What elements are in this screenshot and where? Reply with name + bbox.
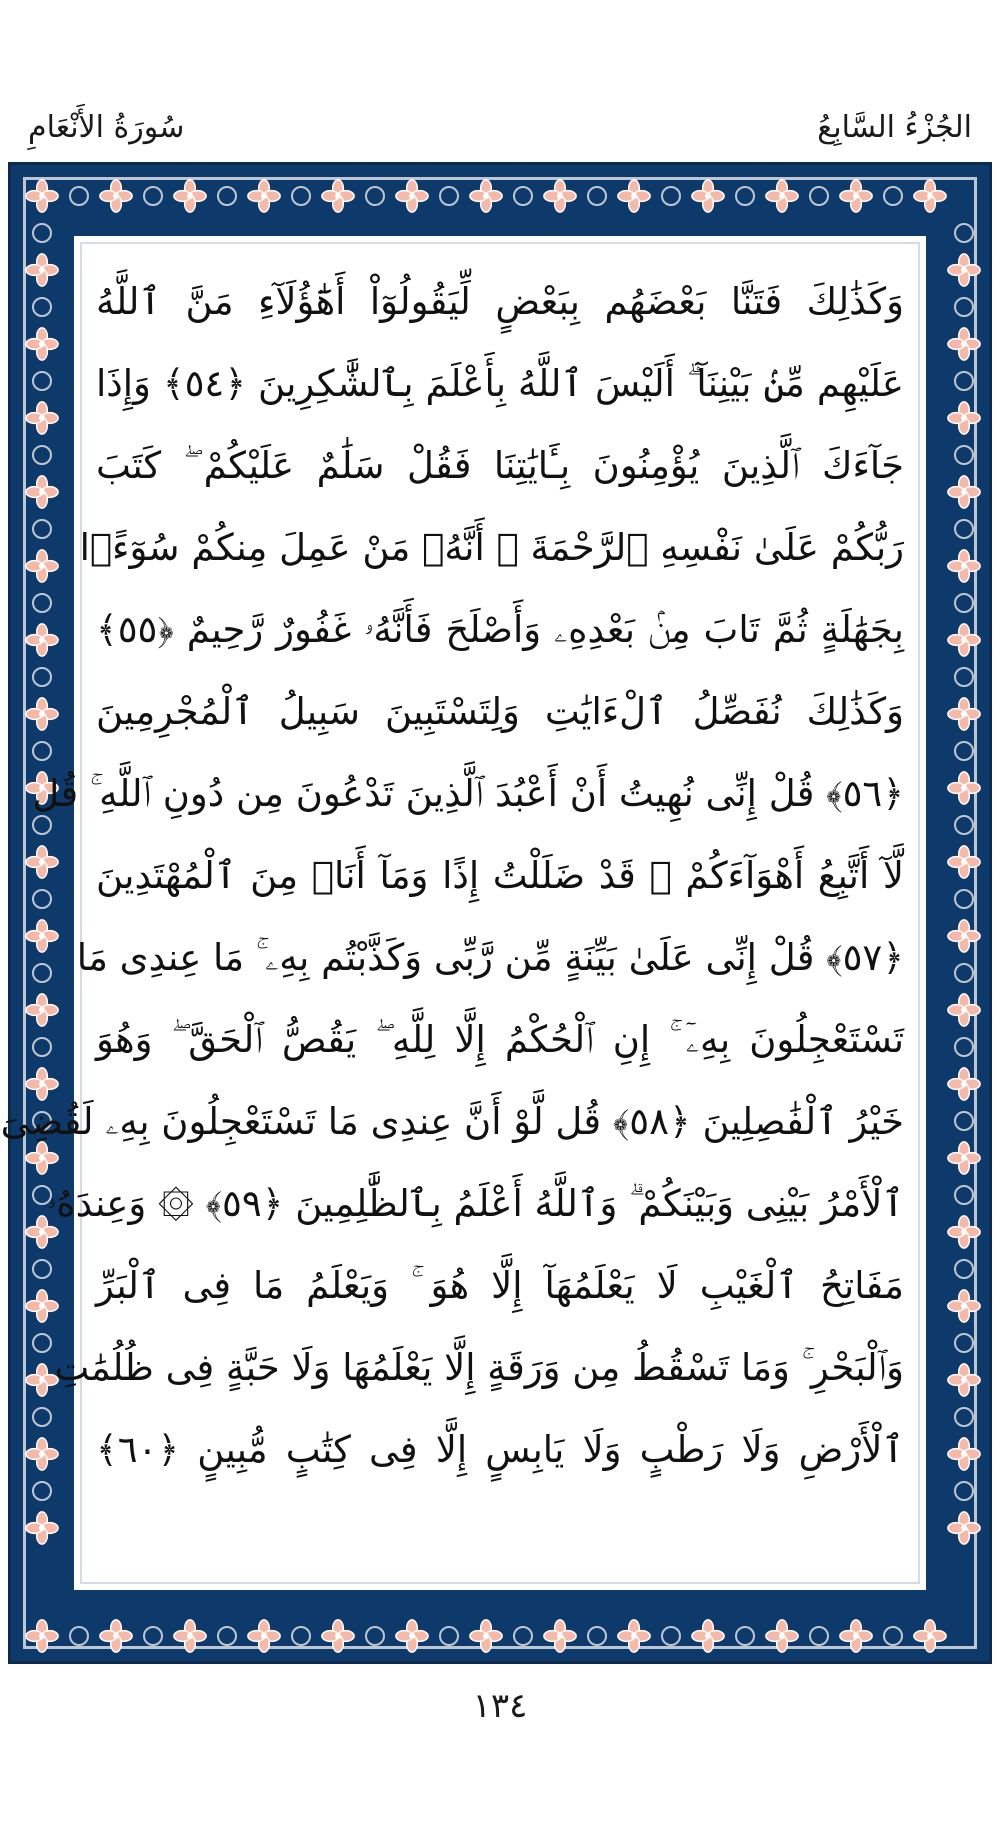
flower-ornament <box>26 1290 58 1322</box>
verse-line: بِجَهَٰلَةٍ ثُمَّ تَابَ مِنۢ بَعْدِهِۦ وَأَصْلَحَ فَأَنَّهُۥ غَفُورٌ رَّحِيمٌ ﴿٥٥﴾ <box>96 608 904 651</box>
swirl-ornament <box>70 187 88 205</box>
flower-ornament <box>948 1512 980 1544</box>
flower-ornament <box>26 476 58 508</box>
flower-ornament <box>26 846 58 878</box>
flower-ornament <box>26 1512 58 1544</box>
verse-line: رَبُّكُمْ عَلَىٰ نَفْسِهِ ٱلرَّحْمَةَ ۖ أَنَّهُۥ مَنْ عَمِلَ مِنكُمْ سُوٓءًۢا <box>79 526 904 569</box>
swirl-ornament <box>33 1334 51 1352</box>
flower-ornament <box>840 1620 872 1652</box>
flower-ornament <box>100 180 132 212</box>
flower-ornament <box>26 328 58 360</box>
swirl-ornament <box>955 1260 973 1278</box>
flower-ornament <box>766 1620 798 1652</box>
swirl-ornament <box>810 1627 828 1645</box>
swirl-ornament <box>955 1186 973 1204</box>
flower-ornament <box>948 1142 980 1174</box>
flower-ornament <box>948 994 980 1026</box>
swirl-ornament <box>33 1408 51 1426</box>
swirl-ornament <box>70 1627 88 1645</box>
flower-ornament <box>948 624 980 656</box>
swirl-ornament <box>292 187 310 205</box>
swirl-ornament <box>366 187 384 205</box>
verse-line: ٱلْأَمْرُ بَيْنِى وَبَيْنَكُمْ ۗ وَٱللَّهُ أَعْلَمُ بِٱلظَّٰلِمِينَ ﴿٥٩﴾ ۞ وَعِندَهُۥ <box>47 1182 904 1225</box>
flower-ornament <box>26 180 58 212</box>
flower-ornament <box>248 1620 280 1652</box>
swirl-ornament <box>955 964 973 982</box>
flower-ornament <box>26 698 58 730</box>
flower-ornament <box>248 180 280 212</box>
flower-ornament <box>470 1620 502 1652</box>
flower-ornament <box>948 328 980 360</box>
swirl-ornament <box>33 520 51 538</box>
swirl-ornament <box>588 1627 606 1645</box>
verse-line: وَٱلْبَحْرِ ۚ وَمَا تَسْقُطُ مِن وَرَقَةٍ إِلَّا يَعْلَمُهَا وَلَا حَبَّةٍ فِى ظُلُمَٰتِ <box>54 1346 904 1389</box>
flower-ornament <box>26 920 58 952</box>
flower-ornament <box>26 550 58 582</box>
swirl-ornament <box>810 187 828 205</box>
swirl-ornament <box>33 446 51 464</box>
swirl-ornament <box>955 1482 973 1500</box>
flower-ornament <box>948 1068 980 1100</box>
flower-ornament <box>948 772 980 804</box>
flower-ornament <box>26 1364 58 1396</box>
surah-title: سُورَةُ الأَنْعَامِ <box>28 110 185 145</box>
verse-line: ﴿٥٦﴾ قُلْ إِنِّى نُهِيتُ أَنْ أَعْبُدَ ٱلَّذِينَ تَدْعُونَ مِن دُونِ ٱللَّهِ ۚ قُل <box>32 772 904 815</box>
flower-ornament <box>948 1364 980 1396</box>
swirl-ornament <box>33 1038 51 1056</box>
swirl-ornament <box>33 890 51 908</box>
flower-ornament <box>840 180 872 212</box>
swirl-ornament <box>955 668 973 686</box>
flower-ornament <box>692 1620 724 1652</box>
flower-ornament <box>100 1620 132 1652</box>
swirl-ornament <box>292 1627 310 1645</box>
flower-ornament <box>948 254 980 286</box>
swirl-ornament <box>33 668 51 686</box>
swirl-ornament <box>955 372 973 390</box>
swirl-ornament <box>514 187 532 205</box>
flower-ornament <box>322 1620 354 1652</box>
flower-ornament <box>396 180 428 212</box>
page-header <box>28 100 972 156</box>
flower-ornament <box>174 1620 206 1652</box>
swirl-ornament <box>514 1627 532 1645</box>
flower-ornament <box>948 698 980 730</box>
verse-text-block <box>0 262 904 1562</box>
swirl-ornament <box>218 187 236 205</box>
swirl-ornament <box>955 224 973 242</box>
flower-ornament <box>544 180 576 212</box>
swirl-ornament <box>955 298 973 316</box>
flower-ornament <box>618 1620 650 1652</box>
flower-ornament <box>948 1438 980 1470</box>
flower-ornament <box>948 476 980 508</box>
swirl-ornament <box>218 1627 236 1645</box>
swirl-ornament <box>955 1112 973 1130</box>
swirl-ornament <box>440 187 458 205</box>
flower-ornament <box>26 1438 58 1470</box>
swirl-ornament <box>662 1627 680 1645</box>
verse-line: خَيْرُ ٱلْفَٰصِلِينَ ﴿٥٨﴾ قُل لَّوْ أَنَّ عِندِى مَا تَسْتَعْجِلُونَ بِهِۦ لَقُضِىَ <box>0 1100 904 1143</box>
verse-line: مَفَاتِحُ ٱلْغَيْبِ لَا يَعْلَمُهَآ إِلَّا هُوَ ۚ وَيَعْلَمُ مَا فِى ٱلْبَرِّ <box>96 1264 904 1307</box>
flower-ornament <box>618 180 650 212</box>
swirl-ornament <box>955 742 973 760</box>
flower-ornament <box>692 180 724 212</box>
swirl-ornament <box>33 594 51 612</box>
flower-ornament <box>26 624 58 656</box>
swirl-ornament <box>588 187 606 205</box>
swirl-ornament <box>144 1627 162 1645</box>
flower-ornament <box>26 994 58 1026</box>
verse-line: وَكَذَٰلِكَ نُفَصِّلُ ٱلْءَايَٰتِ وَلِتَسْتَبِينَ سَبِيلُ ٱلْمُجْرِمِينَ <box>96 690 904 733</box>
flower-ornament <box>948 1290 980 1322</box>
swirl-ornament <box>955 520 973 538</box>
swirl-ornament <box>955 1408 973 1426</box>
page-number: ١٣٤ <box>472 1686 528 1726</box>
verse-line: ٱلْأَرْضِ وَلَا رَطْبٍ وَلَا يَابِسٍ إِلَّا فِى كِتَٰبٍ مُّبِينٍ ﴿٦٠﴾ <box>96 1428 904 1471</box>
flower-ornament <box>948 402 980 434</box>
swirl-ornament <box>736 187 754 205</box>
flower-ornament <box>26 1620 58 1652</box>
swirl-ornament <box>33 298 51 316</box>
swirl-ornament <box>884 187 902 205</box>
swirl-ornament <box>955 816 973 834</box>
flower-ornament <box>544 1620 576 1652</box>
swirl-ornament <box>955 1038 973 1056</box>
swirl-ornament <box>33 1482 51 1500</box>
swirl-ornament <box>955 890 973 908</box>
flower-ornament <box>914 1620 946 1652</box>
swirl-ornament <box>884 1627 902 1645</box>
flower-ornament <box>948 550 980 582</box>
flower-ornament <box>174 180 206 212</box>
verse-line: لَّآ أَتَّبِعُ أَهْوَآءَكُمْ ۙ قَدْ ضَلَلْتُ إِذًا وَمَآ أَنَا۠ مِنَ ٱلْمُهْتَدِينَ <box>96 854 904 897</box>
swirl-ornament <box>955 594 973 612</box>
verse-line: تَسْتَعْجِلُونَ بِهِۦٓ ۚ إِنِ ٱلْحُكْمُ إِلَّا لِلَّهِ ۖ يَقُصُّ ٱلْحَقَّ ۖ وَهُوَ <box>96 1018 904 1061</box>
verse-line: ﴿٥٧﴾ قُلْ إِنِّى عَلَىٰ بَيِّنَةٍ مِّن رَّبِّى وَكَذَّبْتُم بِهِۦ ۚ مَا عِندِى مَا <box>76 936 904 979</box>
swirl-ornament <box>33 964 51 982</box>
swirl-ornament <box>33 372 51 390</box>
swirl-ornament <box>955 446 973 464</box>
swirl-ornament <box>440 1627 458 1645</box>
flower-ornament <box>26 254 58 286</box>
swirl-ornament <box>144 187 162 205</box>
verse-line: جَآءَكَ ٱلَّذِينَ يُؤْمِنُونَ بِـَٔايَٰتِنَا فَقُلْ سَلَٰمٌ عَلَيْكُمْ ۖ كَتَبَ <box>96 444 904 487</box>
flower-ornament <box>948 846 980 878</box>
swirl-ornament <box>366 1627 384 1645</box>
swirl-ornament <box>955 1334 973 1352</box>
swirl-ornament <box>33 1260 51 1278</box>
juz-title: الجُزْءُ السَّابِعُ <box>817 110 972 145</box>
flower-ornament <box>948 1216 980 1248</box>
flower-ornament <box>322 180 354 212</box>
verse-line: عَلَيْهِم مِّنۢ بَيْنِنَآ ۗ أَلَيْسَ ٱللَّهُ بِأَعْلَمَ بِٱلشَّٰكِرِينَ ﴿٥٤﴾ وَإِذَا <box>96 362 904 405</box>
swirl-ornament <box>736 1627 754 1645</box>
flower-ornament <box>948 920 980 952</box>
swirl-ornament <box>662 187 680 205</box>
verse-line: وَكَذَٰلِكَ فَتَنَّا بَعْضَهُم بِبَعْضٍ لِّيَقُولُوٓاْ أَهَٰٓؤُلَآءِ مَنَّ ٱللَّهُ <box>96 280 904 323</box>
flower-ornament <box>396 1620 428 1652</box>
flower-ornament <box>470 180 502 212</box>
flower-ornament <box>766 180 798 212</box>
flower-ornament <box>914 180 946 212</box>
flower-ornament <box>26 402 58 434</box>
swirl-ornament <box>33 224 51 242</box>
